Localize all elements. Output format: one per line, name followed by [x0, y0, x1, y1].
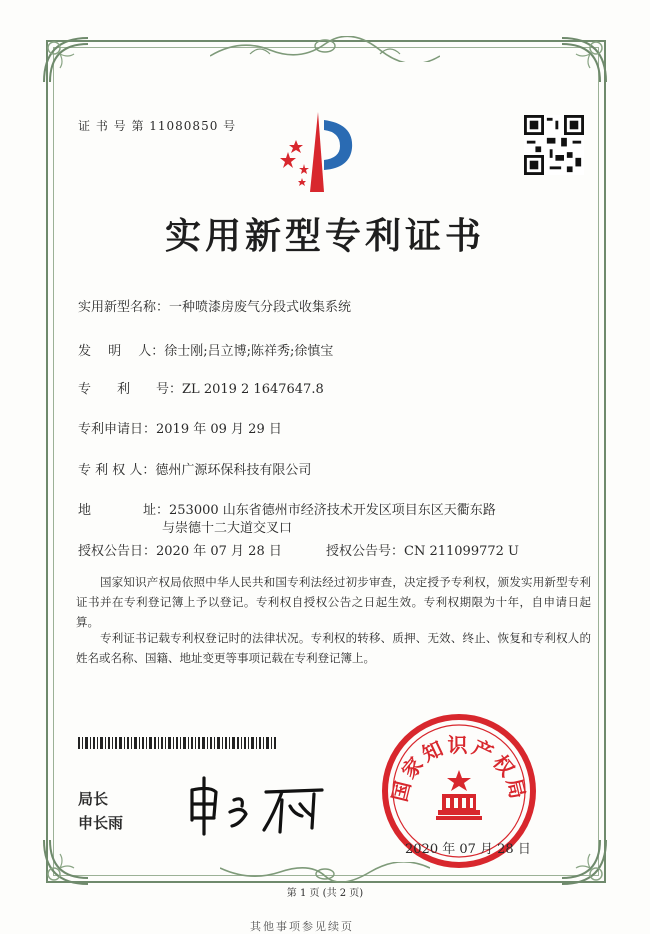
footer-note: 其他事项参见续页 [250, 920, 354, 933]
corner-ornament-icon [558, 34, 610, 86]
inventor-label: 发 明 人： [78, 344, 165, 359]
utility-model-name-label: 实用新型名称： [78, 300, 170, 315]
qr-code-icon [524, 115, 584, 175]
corner-ornament-icon [558, 836, 610, 888]
corner-ornament-icon [40, 34, 92, 86]
page-indicator: 第 1 页 (共 2 页) [286, 888, 364, 899]
cnipa-logo-icon [274, 108, 358, 196]
director-name: 申长雨 [78, 814, 124, 832]
utility-model-name-value: 一种喷漆房废气分段式收集系统 [169, 300, 352, 315]
certificate-title: 实用新型专利证书 [164, 215, 485, 257]
filing-date-label: 专利申请日： [78, 422, 157, 437]
director-title: 局长 [78, 790, 109, 808]
filing-date-value: 2019 年 09 月 29 日 [156, 422, 282, 437]
top-ornament-icon [210, 36, 440, 62]
grant-date-label: 授权公告日： [78, 544, 157, 559]
seal-text: 国家知识产权局 [387, 733, 531, 804]
svg-text:国家知识产权局 [387, 733, 530, 804]
handwritten-signature-icon [182, 770, 332, 840]
address-line-1: 253000 山东省德州市经济技术开发区项目东区天衢东路 [169, 503, 496, 518]
corner-ornament-icon [40, 836, 92, 888]
grant-number-label: 授权公告号： [326, 544, 405, 559]
patent-number-row [78, 378, 324, 397]
address-row [78, 499, 496, 518]
body-paragraph-1: 国家知识产权局依照中华人民共和国专利法经过初步审查，决定授予专利权，颁发实用新型专利证书并在专利登记簿上予以登记。专利权自授权公告之日起生效。专利权期限为十年，自申请日起算。 [76, 575, 591, 629]
grant-date-value: 2020 年 07 月 28 日 [156, 544, 282, 559]
grant-number-value: CN 211099772 U [404, 544, 519, 559]
patentee-value: 德州广源环保科技有限公司 [155, 463, 312, 478]
utility-model-name-row [78, 296, 351, 315]
address-label: 地 址： [78, 503, 170, 518]
patent-number-label: 专 利 号： [78, 382, 183, 397]
body-paragraph-2: 专利证书记载专利权登记时的法律状况。专利权的转移、质押、无效、终止、恢复和专利权人的姓名或名称、国籍、地址变更等事项记载在专利登记簿上。 [76, 631, 591, 665]
patentee-label: 专 利 权 人： [78, 463, 156, 478]
grant-date-row [78, 540, 282, 559]
patent-number-value: ZL 2019 2 1647647.8 [182, 382, 324, 397]
barcode-icon [78, 737, 278, 749]
grant-number-row [326, 540, 519, 559]
seal-date: 2020 年 07 月 28 日 [405, 842, 531, 857]
filing-date-row [78, 418, 282, 437]
patentee-row [78, 459, 311, 478]
certificate-number: 证 书 号 第 11080850 号 [78, 119, 237, 133]
inventor-row [78, 340, 333, 359]
inventor-value: 徐士刚;吕立博;陈祥秀;徐慎宝 [164, 344, 334, 359]
address-line-2: 与崇德十二大道交叉口 [162, 521, 293, 536]
